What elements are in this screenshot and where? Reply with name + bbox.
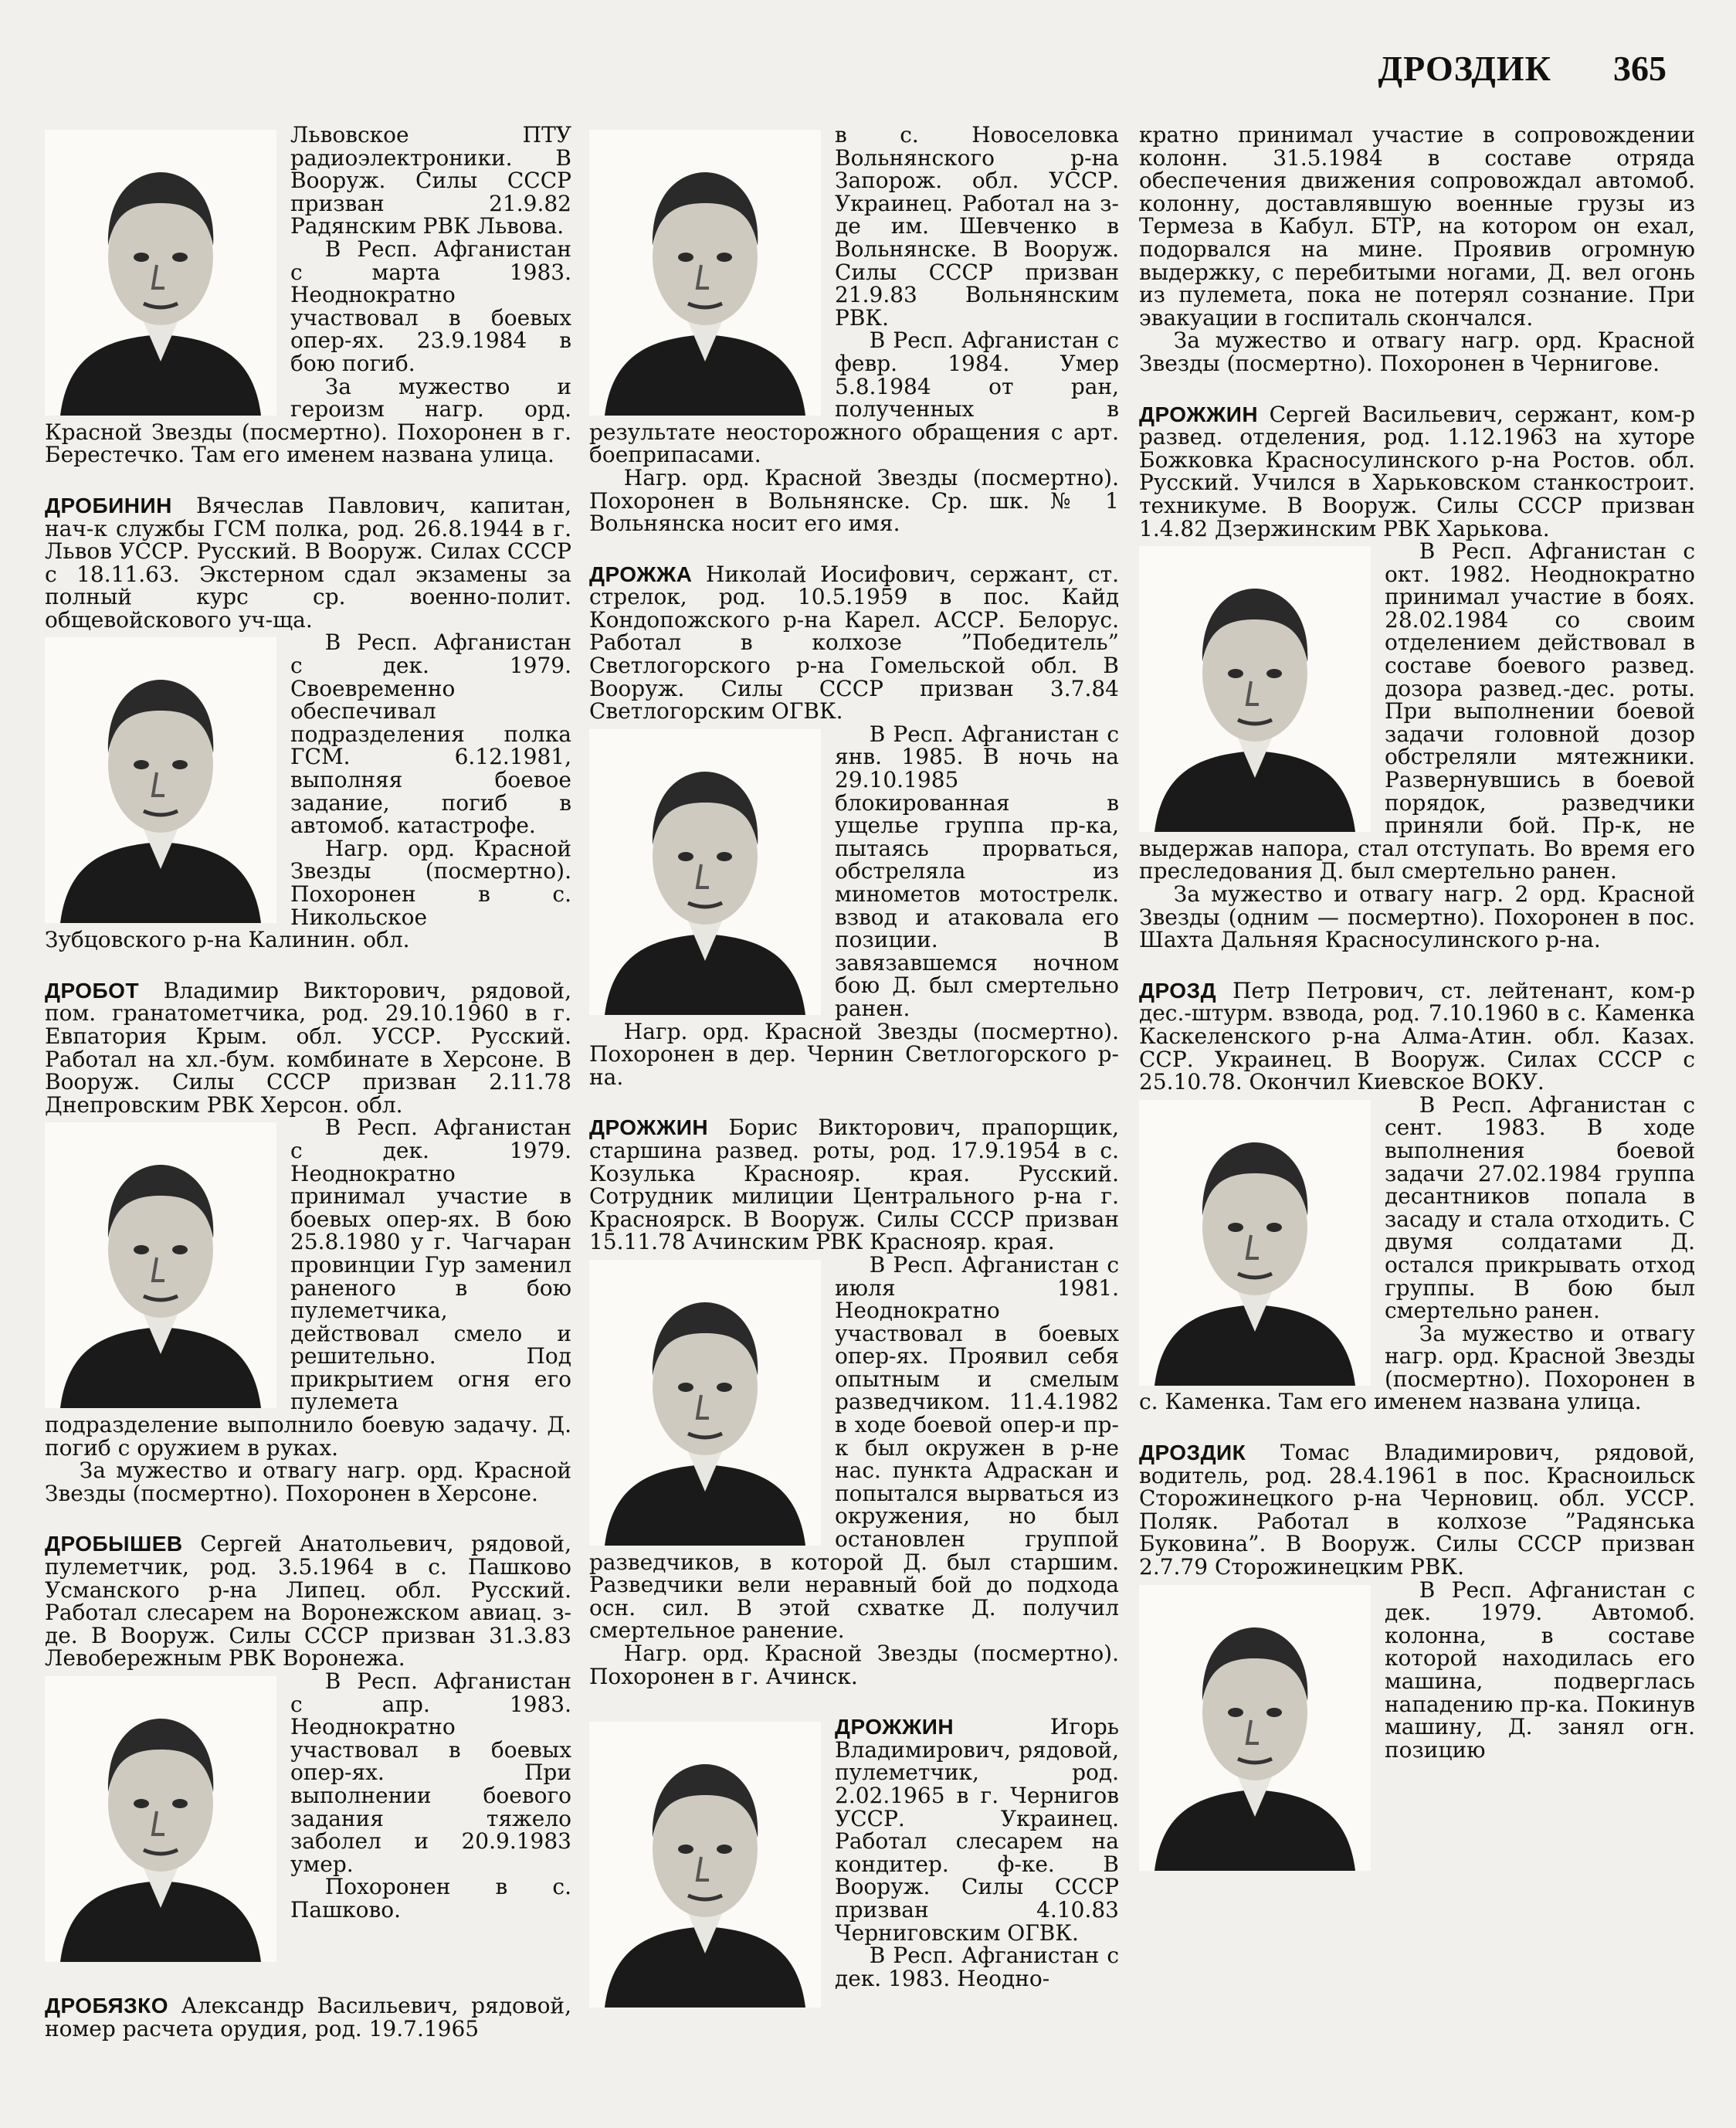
entry-text: В Респ. Афганистан с февр. 1984. Умер 5.8.1984 от ран, полученных в результате неосторожного обращения с арт. боеприпасами. xyxy=(589,328,1119,468)
entry-continued xyxy=(589,124,1119,535)
entry-text: кратно принимал участие в сопровождении колонн. 31.5.1984 в составе отряда обеспечения движения сопровождал автомоб. колонну, доставлявшую военные грузы из Термеза в Кабул. БТР, на котором он ехал, подорвался на мине. Проявив огромную выдержку, с перебитыми ногами, Д. вел огонь из пулемета, пока не потерял сознание. При эвакуации в госпиталь скончался. xyxy=(1139,122,1695,331)
entry-text: За мужество и отвагу нагр. 2 орд. Красной Звезды (одним — посмертно). Похоронен в пос. Шахта Дальняя Красносулинского р-на. xyxy=(1139,881,1695,953)
column-2 xyxy=(589,124,1119,2097)
entry-text: За мужество и отвагу нагр. орд. Красной Звезды (посмертно). Похоронен в Херсоне. xyxy=(45,1458,571,1506)
entry-text: Игорь Владимирович, рядовой, пулеметчик, род. 2.02.1965 в г. Чернигов УССР. Украинец. Работал слесарем на кондитер. ф-ке. В Вооруж. Силы СССР призван 4.10.83 Черниговским ОГВК. xyxy=(835,1714,1119,1946)
entry-drozhzhin-igor xyxy=(589,1716,1119,1990)
entry-drobot xyxy=(45,979,571,1505)
entry-drozhzhin-boris xyxy=(589,1116,1119,1688)
entry-text: в с. Новоселовка Вольнянского р-на Запорож. обл. УССР. Украинец. Работал на з-де им. Шевченко в Вольнянске. В Вооруж. Силы СССР призван 21.9.83 Вольнянским РВК. xyxy=(835,122,1119,331)
entry-text: В Респ. Афганистан с окт. 1982. Неоднократно принимал участие в боях. 28.02.1984 со своим отделением действовал в составе боевого развед. дозора развед.-дес. роты. При выполнении боевой задачи головной дозор обстреляли мятежники. Развернувшись в боевой порядок, разведчики приняли бой. Пр-к, не выдержав напора, стал отступать. Во время его преследования Д. был смертельно ранен. xyxy=(1139,538,1695,884)
entry-continued xyxy=(1139,124,1695,375)
entry-text: В Респ. Афганистан с июля 1981. Неоднократно участвовал в боевых опер-ях. Проявил себя опытным и смелым разведчиком. 11.4.1982 в ходе боевой опер-и пр-к был окружен в р-не нас. пункта Адраскан и попытался вырваться из окружения, но был остановлен группой разведчиков, в которой Д. был старшим. Разведчики вели неравный бой до подхода осн. сил. В этой схватке Д. получил смертельное ранение. xyxy=(589,1251,1119,1644)
entry-text: В Респ. Афганистан с марта 1983. Неоднократно участвовал в боевых опер-ях. 23.9.1984 в бою погиб. xyxy=(290,236,571,376)
portrait-photo xyxy=(1139,1585,1371,1871)
entry-drobyshev xyxy=(45,1532,571,1967)
entry-text: В Респ. Афганистан с дек. 1983. Неодно- xyxy=(835,1943,1119,1991)
entry-continued xyxy=(45,124,571,467)
entry-text: Владимир Викторович, рядовой, пом. гранатометчика, род. 29.10.1960 в г. Евпатория Крым. обл. УССР. Русский. Работал на хл.-бум. комбинате в Херсоне. В Вооруж. Силы СССР призван 2.11.78 Днепровским РВК Херсон. обл. xyxy=(45,977,571,1118)
portrait-photo xyxy=(45,130,276,416)
entry-drozdik xyxy=(1139,1441,1695,1761)
entry-text: За мужество и отвагу нагр. орд. Красной Звезды (посмертно). Похоронен в Чернигове. xyxy=(1139,328,1695,376)
portrait-photo xyxy=(589,1260,821,1546)
page-header xyxy=(1378,48,1666,89)
column-3 xyxy=(1139,124,1695,2097)
entry-text: За мужество и героизм нагр. орд. Красной Звезды (посмертно). Похоронен в г. Берестечко. Там его именем названа улица. xyxy=(45,373,571,468)
entry-surname: ДРОБЫШЕВ xyxy=(45,1532,183,1556)
portrait-photo xyxy=(589,130,821,416)
entry-text: В Респ. Афганистан с дек. 1979. Своевременно обеспечивал подразделения полка ГСМ. 6.12.1981, выполняя боевое задание, погиб в автомоб. катастрофе. xyxy=(290,630,571,839)
entry-text: Сергей Васильевич, сержант, ком-р развед. отделения, род. 1.12.1963 на хуторе Божковка Красносулинского р-на Ростов. обл. Русский. Учился в Харьковском станкострoит. техникуме. В Вооруж. Силы СССР призван 1.4.82 Дзержинским РВК Харькова. xyxy=(1139,401,1695,541)
entry-surname: ДРОБЯЗКО xyxy=(45,1994,168,2018)
entry-surname: ДРОБИНИН xyxy=(45,493,172,518)
entry-surname: ДРОЖЖИН xyxy=(835,1715,954,1739)
running-head: ДРОЗДИК xyxy=(1378,49,1551,88)
entry-drobyazko xyxy=(45,1994,571,2040)
entry-text: Похоронен в с. Пашково. xyxy=(290,1874,571,1923)
entry-text: Нагр. орд. Красной Звезды (посмертно). Похоронен в г. Ачинск. xyxy=(589,1641,1119,1689)
entry-surname: ДРОБОТ xyxy=(45,978,140,1003)
entry-text: В Респ. Афганистан с апр. 1983. Неоднократно участвовал в боевых опер-ях. При выполнении боевого задания тяжело заболел и 20.9.1983 умер. xyxy=(290,1668,571,1877)
portrait-photo xyxy=(1139,1100,1371,1386)
entry-drozhzhin-sergey xyxy=(1139,403,1695,952)
entry-text: Александр Васильевич, рядовой, номер расчета орудия, род. 19.7.1965 xyxy=(45,1993,571,2041)
column-1 xyxy=(45,124,571,2097)
entry-text: Сергей Анатольевич, рядовой, пулеметчик, род. 3.5.1964 в с. Пашково Усманского р-на Липец. обл. Русский. Работал слесарем на Воронежском авиац. з-де. В Вооруж. Силы СССР призван 31.3.83 Левобережным РВК Воронежа. xyxy=(45,1531,571,1672)
entry-surname: ДРОЗД xyxy=(1139,978,1217,1003)
entry-text: В Респ. Афганистан с янв. 1985. В ночь на 29.10.1985 блокированная в ущелье группа пр-ка, пытаясь прорваться, обстреляла из минометов мотострелк. взвод и атаковала его позиции. В завязавшемся ночном бою Д. был смертельно ранен. xyxy=(835,721,1119,1021)
entry-text: Вячеслав Павлович, капитан, нач-к службы ГСМ полка, род. 26.8.1944 в г. Львов УССР. Русский. В Вооруж. Силах СССР с 18.11.63. Экстерном сдал экзамены за полный курс ср. военно-полит. общевойскового уч-ща. xyxy=(45,492,571,633)
entry-text: Нагр. орд. Красной Звезды (посмертно). Похоронен в Вольнянске. Ср. шк. № 1 Вольнянска носит его имя. xyxy=(589,464,1119,537)
portrait-photo xyxy=(45,637,276,923)
entry-surname: ДРОЖЖА xyxy=(589,562,693,586)
entry-text: Львовское ПТУ радиоэлектроники. В Вооруж. Силы СССР призван 21.9.82 Радянским РВК Львова. xyxy=(290,122,571,239)
portrait-photo xyxy=(589,1722,821,2008)
entry-surname: ДРОЗДИК xyxy=(1139,1441,1246,1465)
entry-text: Нагр. орд. Красной Звезды (посмертно). Похоронен в дер. Чернин Светлогорского р-на. xyxy=(589,1018,1119,1090)
entry-drobinin xyxy=(45,494,571,952)
portrait-photo xyxy=(1139,546,1371,832)
portrait-photo xyxy=(45,1676,276,1962)
entry-text: Борис Викторович, прапорщик, старшина развед. роты, род. 17.9.1954 в с. Козулька Краснояр. края. Русский. Сотрудник милиции Центрального р-на г. Красноярск. В Вооруж. Силы СССР призван 15.11.78 Ачинским РВК Краснояр. края. xyxy=(589,1115,1119,1255)
entry-drozhzha xyxy=(589,563,1119,1089)
portrait-photo xyxy=(45,1122,276,1408)
entry-drozd xyxy=(1139,979,1695,1414)
portrait-photo xyxy=(589,729,821,1015)
entry-text: Николай Иосифович, сержант, ст. стрелок, род. 10.5.1959 в пос. Кайд Кондопожского р-на Карел. АССР. Белорус. Работал в колхозе ”Победитель” Светлогорского р-на Гомельской обл. В Вооруж. Силы СССР призван 3.7.84 Светлогорским ОГВК. xyxy=(589,561,1119,725)
entry-surname: ДРОЖЖИН xyxy=(1139,402,1259,426)
entry-text: Петр Петрович, ст. лейтенант, ком-р дес.-штурм. взвода, род. 7.10.1960 в с. Каменка Каскеленского р-на Алма-Атин. обл. Казах. ССР. Украинец. В Вооруж. Силах СССР с 25.10.78. Окончил Киевское ВОКУ. xyxy=(1139,977,1695,1095)
entry-surname: ДРОЖЖИН xyxy=(589,1115,709,1140)
entry-text: Нагр. орд. Красной Звезды (посмертно). Похоронен в с. Никольское Зубцовского р-на Калинин. обл. xyxy=(45,835,571,953)
entry-text: В Респ. Афганистан с дек. 1979. Автомоб. колонна, в составе которой находилась его машина, подверглась нападению пр-ка. Покинув машину, Д. занял огн. позицию xyxy=(1385,1576,1695,1763)
entry-text: В Респ. Афганистан с сент. 1983. В ходе выполнения боевой задачи 27.02.1984 группа десантников попала в засаду и стала отходить. С двумя солдатами Д. остался прикрывать отход группы. В бою был смертельно ранен. xyxy=(1385,1091,1695,1324)
entry-text: Томас Владимирович, рядовой, водитель, род. 28.4.1961 в пос. Красноильск Сторожинецкого р-на Черновиц. обл. УССР. Поляк. Работал в колхозе ”Радянська Буковина”. В Вооруж. Силы СССР призван 2.7.79 Сторожинецким РВК. xyxy=(1139,1440,1695,1580)
entry-text: В Респ. Афганистан с дек. 1979. Неоднократно принимал участие в боевых опер-ях. В бою 25.8.1980 у г. Чагчаран провинции Гур заменил раненого в бою пулеметчика, действовал смело и решительно. Под прикрытием огня его пулемета подразделение выполнило боевую задачу. Д. погиб с оружием в руках. xyxy=(45,1115,571,1461)
page-number: 365 xyxy=(1613,49,1666,88)
entry-text: За мужество и отвагу нагр. орд. Красной Звезды (посмертно). Похоронен в с. Каменка. Там его именем названа улица. xyxy=(1139,1320,1695,1415)
